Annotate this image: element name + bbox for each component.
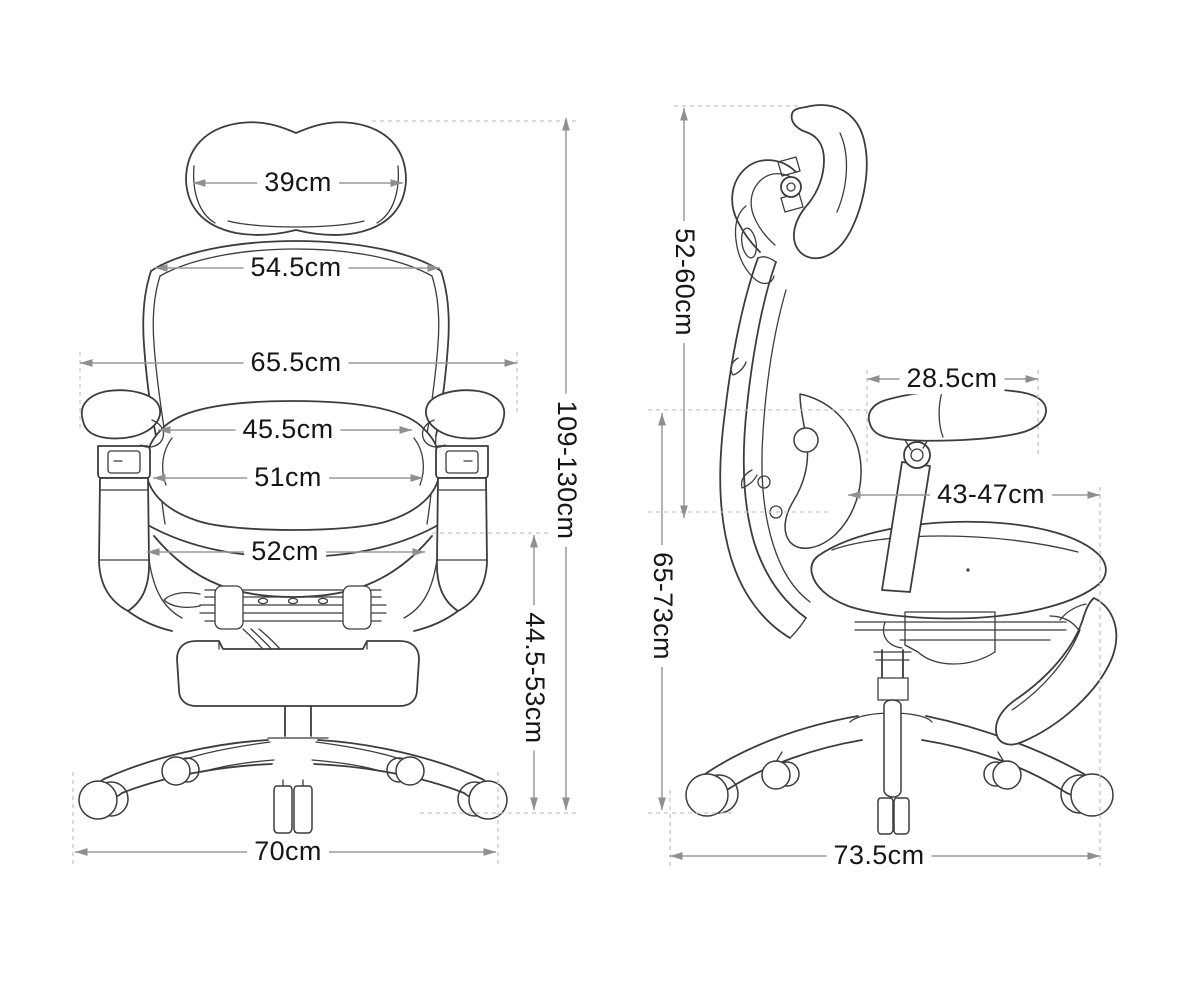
dim-label-overall-width: 65.5cm — [244, 348, 349, 378]
side-headrest-bracket — [732, 157, 803, 283]
side-folded-footrest — [996, 598, 1116, 745]
front-folded-legrest — [177, 641, 419, 706]
side-recline-bracket — [758, 394, 861, 548]
dim-label-armrest-pad-length: 28.5cm — [900, 364, 1005, 394]
dim-label-seat-width: 52cm — [244, 537, 326, 567]
dim-label-armrest-height: 65-73cm — [647, 545, 677, 667]
dim-label-base-depth: 73.5cm — [827, 841, 932, 871]
side-seat-mechanism — [855, 612, 1083, 664]
dim-label-seat-height: 44.5-53cm — [519, 605, 549, 750]
dim-label-upper-backrest-width: 54.5cm — [244, 253, 349, 283]
dim-label-overall-height: 109-130cm — [551, 394, 581, 547]
side-headrest — [781, 105, 867, 258]
dim-label-lumbar-width: 45.5cm — [236, 415, 341, 445]
dim-label-backrest-height: 52-60cm — [669, 221, 699, 343]
dim-label-seat-depth: 43-47cm — [930, 480, 1052, 510]
dim-label-base-width: 70cm — [247, 837, 329, 867]
front-base — [97, 706, 489, 798]
chair-side-view-drawing — [686, 105, 1116, 834]
dim-label-lower-backrest-width: 51cm — [247, 463, 329, 493]
side-seat — [811, 522, 1106, 619]
side-center-leg — [878, 700, 909, 834]
dim-label-headrest-width: 39cm — [257, 168, 339, 198]
front-casters — [79, 757, 507, 833]
